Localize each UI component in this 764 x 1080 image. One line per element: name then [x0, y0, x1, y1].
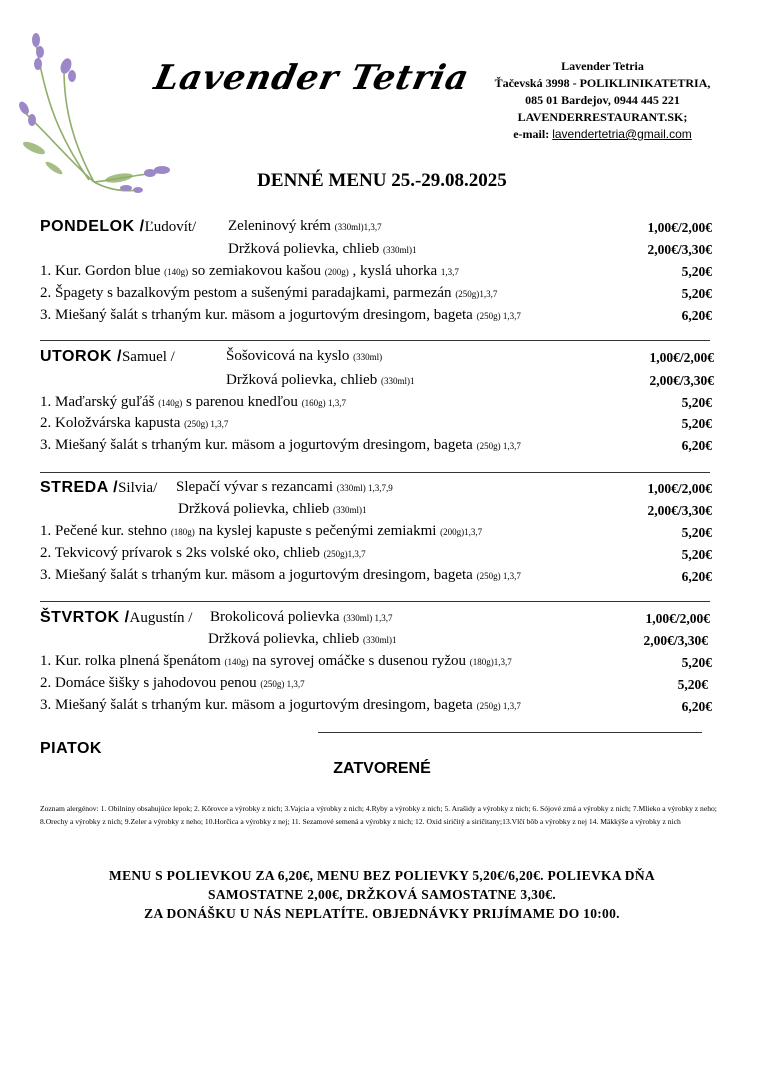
day-wednesday: [40, 479, 157, 497]
price: 5,20€: [681, 264, 712, 279]
soup-1: Brokolicová polievka (330ml) 1,3,7: [210, 609, 393, 625]
price: 1,00€/2,00€: [647, 220, 712, 235]
price: 1,00€/2,00€: [645, 611, 710, 626]
price: 2,00€/3,30€: [647, 503, 712, 518]
price: 6,20€: [681, 569, 712, 584]
divider: [40, 340, 710, 341]
price: 2,00€/3,30€: [647, 242, 712, 257]
divider: [40, 601, 710, 602]
allergen-list: Zoznam alergénov: 1. Obilniny obsahujúce lepok; 2. Kôrovce a výrobky z nich; 3.Vajcia a výrobky z nich; 4.Ryby a výrobky z nich; 5. Arašidy a výrobky z nich; 6. Sójové zrná a výrobky z nich; 7.Mlieko a výrobky z neho; 8.Orechy a výrobky z nich; 9.Zeler a výrobky z neho; 10.Horčica a výrobky z nej; 11. Sezamové semená a výrobky z nich; 12. Oxid siričitý a siričitany;13.Vlčí bôb a výrobky z nej 14. Mäkkýše a výrobky z nich: [40, 804, 717, 826]
nameday: Augustín /: [129, 610, 193, 626]
day-monday: [40, 218, 196, 236]
footer-line: ZA DONÁŠKU U NÁS NEPLATÍTE. OBJEDNÁVKY PRIJÍMAME DO 10:00.: [144, 906, 620, 921]
day-friday: PIATOK: [40, 740, 102, 757]
contact-email-row: [470, 126, 735, 143]
divider: [40, 472, 710, 473]
soup-1: Šošovicová na kyslo (330ml): [226, 348, 383, 364]
restaurant-logo: Lavender Tetria: [150, 58, 474, 98]
price: 1,00€/2,00€: [647, 481, 712, 496]
price: 5,20€: [681, 525, 712, 540]
soup-1: Zeleninový krém (330ml)1,3,7: [228, 218, 382, 234]
contact-name: Lavender Tetria: [561, 59, 644, 73]
meal-1: 1. Kur. rolka plnená špenátom (140g) na syrovej omáčke s dusenou ryžou (180g)1,3,7: [40, 653, 512, 669]
price: 5,20€: [681, 395, 712, 410]
price: 5,20€: [681, 286, 712, 301]
footer-notice: [0, 866, 764, 923]
day-label: STREDA /: [40, 479, 119, 496]
meal-3: 3. Miešaný šalát s trhaným kur. mäsom a jogurtovým dresingom, bageta (250g) 1,3,7: [40, 567, 521, 583]
contact-city-phone: 085 01 Bardejov, 0944 445 221: [525, 93, 680, 107]
meal-2: 2. Tekvicový prívarok s 2ks volské oko, chlieb (250g)1,3,7: [40, 545, 366, 561]
closed-label: ZATVORENÉ: [333, 760, 431, 777]
meal-3: 3. Miešaný šalát s trhaným kur. mäsom a jogurtovým dresingom, bageta (250g) 1,3,7: [40, 697, 521, 713]
meal-2: 2. Koložvárska kapusta (250g) 1,3,7: [40, 415, 229, 431]
meal-3: 3. Miešaný šalát s trhaným kur. mäsom a jogurtovým dresingom, bageta (250g) 1,3,7: [40, 307, 521, 323]
price: 6,20€: [681, 438, 712, 453]
nameday: Ľudovít/: [144, 219, 197, 235]
footer-line: SAMOSTATNE 2,00€, DRŽKOVÁ SAMOSTATNE 3,30€.: [208, 887, 556, 902]
price: 5,20€: [677, 677, 708, 692]
price: 6,20€: [681, 308, 712, 323]
price: 6,20€: [681, 699, 712, 714]
meal-1: 1. Kur. Gordon blue (140g) so zemiakovou kašou (200g) , kyslá uhorka 1,3,7: [40, 263, 459, 279]
meal-2: 2. Domáce šišky s jahodovou penou (250g) 1,3,7: [40, 675, 305, 691]
soup-2: Držková polievka, chlieb (330ml)1: [226, 372, 415, 388]
meal-1: 1. Pečené kur. stehno (180g) na kyslej kapuste s pečenými zemiakmi (200g)1,3,7: [40, 523, 483, 539]
day-thursday: [40, 609, 192, 627]
price: 5,20€: [681, 416, 712, 431]
menu-title: DENNÉ MENU 25.-29.08.2025: [257, 170, 507, 191]
footer-line: MENU S POLIEVKOU ZA 6,20€, MENU BEZ POLIEVKY 5,20€/6,20€. POLIEVKA DŇA: [109, 868, 655, 883]
meal-2: 2. Špagety s bazalkovým pestom a sušenými paradajkami, parmezán (250g)1,3,7: [40, 285, 498, 301]
day-label: ŠTVRTOK /: [40, 609, 130, 626]
price: 5,20€: [681, 655, 712, 670]
day-tuesday: [40, 348, 175, 366]
price: 1,00€/2,00€: [649, 350, 714, 365]
email-link[interactable]: lavendertetria@gmail.com: [552, 127, 692, 141]
meal-1: 1. Maďarský guľáš (140g) s parenou knedľou (160g) 1,3,7: [40, 394, 346, 410]
price: 2,00€/3,30€: [649, 373, 714, 388]
contact-address: Ťačevská 3998 - POLIKLINIKATETRIA,: [494, 76, 711, 90]
soup-2: Držková polievka, chlieb (330ml)1: [208, 631, 397, 647]
email-label: e-mail:: [513, 127, 553, 141]
nameday: Samuel /: [121, 349, 175, 365]
nameday: Silvia/: [118, 480, 158, 496]
divider: [318, 732, 702, 733]
contact-block: [470, 58, 735, 143]
day-label: UTOROK /: [40, 348, 122, 365]
soup-2: Držková polievka, chlieb (330ml)1: [178, 501, 367, 517]
price: 2,00€/3,30€: [643, 633, 708, 648]
meal-3: 3. Miešaný šalát s trhaným kur. mäsom a jogurtovým dresingom, bageta (250g) 1,3,7: [40, 437, 521, 453]
contact-web: LAVENDERRESTAURANT.SK;: [517, 110, 688, 124]
day-label: PONDELOK /: [40, 218, 145, 235]
soup-1: Slepačí vývar s rezancami (330ml) 1,3,7,9: [176, 479, 393, 495]
price: 5,20€: [681, 547, 712, 562]
soup-2: Držková polievka, chlieb (330ml)1: [228, 241, 417, 257]
